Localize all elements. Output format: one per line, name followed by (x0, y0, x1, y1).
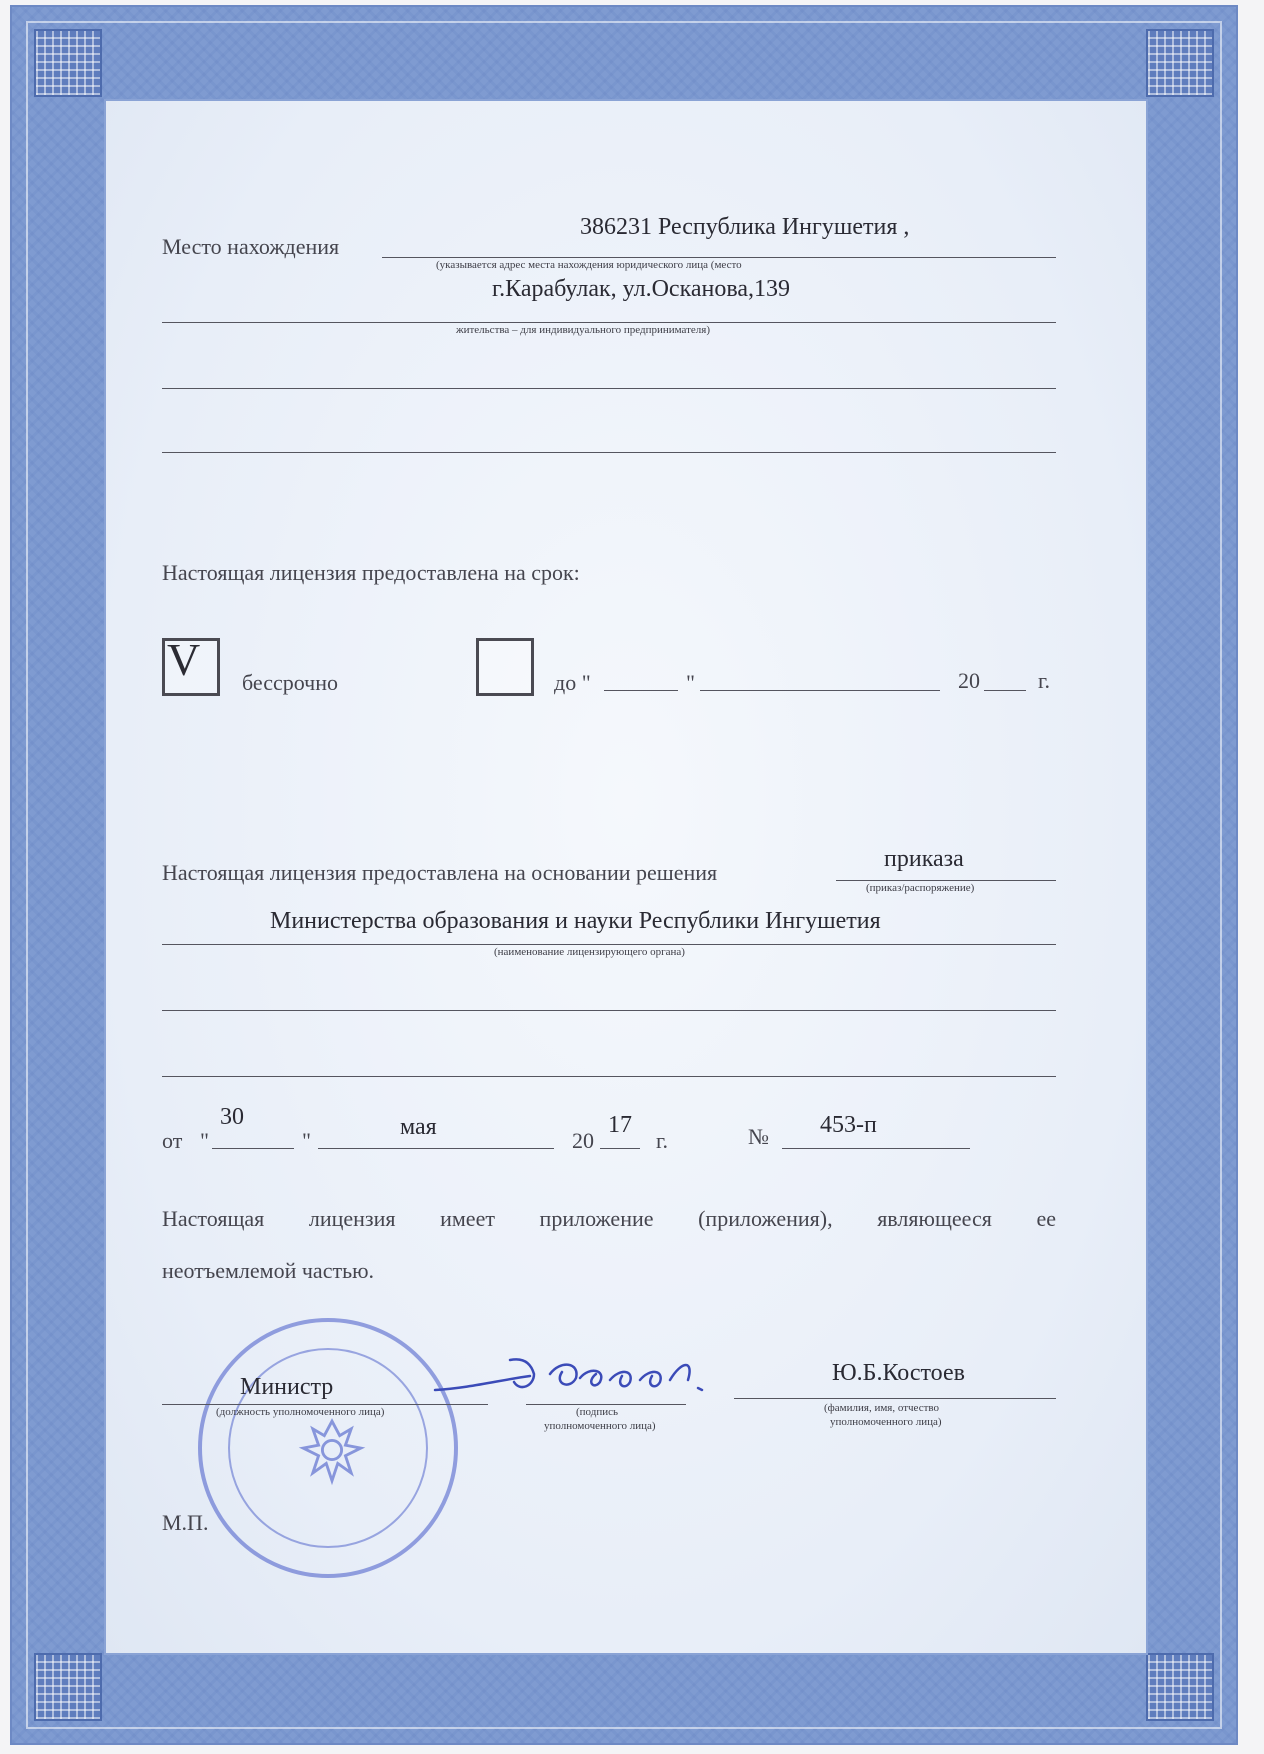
until-year-line (984, 690, 1026, 691)
blank-line (162, 1076, 1056, 1077)
decision-type-hint: (приказ/распоряжение) (866, 882, 975, 894)
licensing-authority: Министерства образования и науки Республики Ингушетия (270, 908, 881, 934)
signature-line (526, 1404, 686, 1405)
license-number: 453-п (820, 1112, 877, 1138)
date-year-prefix: 20 (572, 1128, 594, 1153)
checkbox-mark: V (167, 634, 201, 685)
signature-hint-2: уполномоченного лица) (544, 1420, 656, 1432)
until-checkbox[interactable] (476, 638, 534, 696)
official-position: Министр (240, 1374, 334, 1400)
official-name: Ю.Б.Костоев (832, 1360, 965, 1386)
blank-line (162, 388, 1056, 389)
until-close-quote: " (686, 670, 695, 695)
date-year: 17 (608, 1112, 632, 1138)
appendix-word: являющееся (877, 1206, 992, 1231)
date-day-line (212, 1148, 294, 1149)
location-hint-1: (указывается адрес места нахождения юридического лица (место (436, 259, 742, 271)
until-prefix: до " (554, 670, 591, 695)
date-year-line (600, 1148, 640, 1149)
basis-label: Настоящая лицензия предоставлена на основании решения (162, 860, 718, 885)
official-stamp (198, 1318, 458, 1578)
location-hint-2: жительства – для индивидуального предпринимателя) (456, 324, 710, 336)
appendix-word: приложение (539, 1206, 654, 1231)
appendix-line-1 (162, 1206, 1056, 1232)
date-close-quote: " (302, 1128, 311, 1153)
license-number-label: № (748, 1124, 769, 1149)
until-year-prefix: 20 (958, 668, 980, 693)
appendix-word: (приложения), (698, 1206, 833, 1231)
location-label: Место нахождения (162, 234, 340, 259)
location-underline-2 (162, 322, 1056, 323)
date-from-label: от (162, 1128, 183, 1153)
location-underline-1 (382, 257, 1056, 258)
appendix-word: имеет (440, 1206, 495, 1231)
date-month-line (318, 1148, 554, 1149)
decision-type-line (836, 880, 1056, 881)
border-corner-ornament (1146, 1653, 1214, 1721)
license-number-line (782, 1148, 970, 1149)
authority-hint: (наименование лицензирующего органа) (494, 946, 685, 958)
position-hint: (должность уполномоченного лица) (216, 1406, 385, 1418)
until-day-line (604, 690, 678, 691)
name-hint-2: уполномоченного лица) (830, 1416, 942, 1428)
blank-line (162, 1010, 1056, 1011)
signature-hint-1: (подпись (576, 1406, 619, 1418)
authority-underline (162, 944, 1056, 945)
appendix-word: ее (1036, 1206, 1056, 1231)
location-line-2: г.Карабулак, ул.Осканова,139 (492, 276, 791, 302)
date-month: мая (400, 1114, 437, 1140)
location-line-1: 386231 Республика Ингушетия , (580, 214, 910, 240)
date-day: 30 (220, 1104, 244, 1130)
until-year-suffix: г. (1038, 668, 1051, 693)
appendix-word: Настоящая (162, 1206, 265, 1231)
date-year-suffix: г. (656, 1128, 669, 1153)
appendix-word: лицензия (308, 1206, 396, 1231)
term-label: Настоящая лицензия предоставлена на срок: (162, 560, 580, 585)
date-open-quote: " (200, 1128, 209, 1153)
border-corner-ornament (34, 29, 102, 97)
border-corner-ornament (34, 1653, 102, 1721)
appendix-line-2: неотъемлемой частью. (162, 1258, 375, 1283)
name-line (734, 1398, 1056, 1399)
unlimited-label: бессрочно (242, 670, 339, 695)
blank-line (162, 452, 1056, 453)
name-hint-1: (фамилия, имя, отчество (824, 1402, 940, 1414)
seal-placeholder-label: М.П. (162, 1510, 209, 1535)
until-month-line (700, 690, 940, 691)
decision-type: приказа (884, 846, 964, 872)
unlimited-checkbox[interactable] (162, 634, 220, 696)
border-corner-ornament (1146, 29, 1214, 97)
